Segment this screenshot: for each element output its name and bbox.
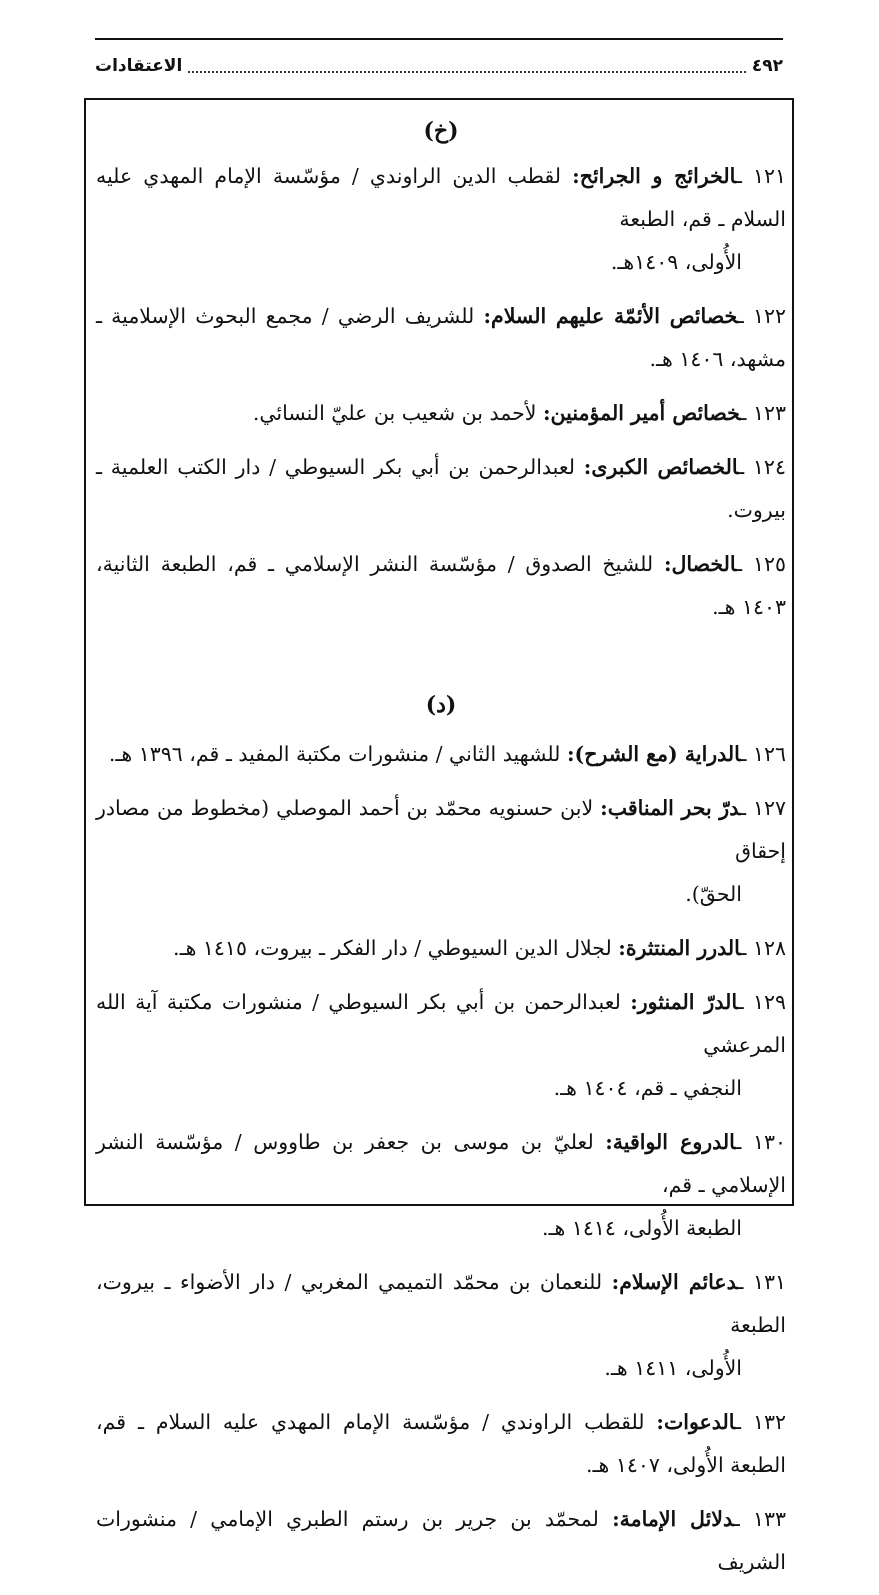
entry-number: ١٣١ ـ [737,1270,786,1294]
entry-number: ١٢٧ ـ [739,796,786,820]
bibliography-entry [96,733,786,776]
entry-title: خصائص أمير المؤمنين: [542,401,741,425]
entry-details: لعبدالرحمن بن أبي بكر السيوطي / دار الكتب العلمية ـ بيروت. [96,455,786,522]
entry-number: ١٣٠ ـ [735,1130,786,1154]
entry-number: ١٣٣ ـ [733,1507,786,1531]
bibliography-entry [96,1401,786,1487]
entry-details: لابن حسنويه محمّد بن أحمد الموصلي (مخطوط من مصادر إحقاق [96,796,786,863]
running-title: الاعتقادات [95,56,183,76]
bibliography-entry [96,543,786,629]
bibliography-entry [96,446,786,532]
entry-continuation: النجفي ـ قم، ١٤٠٤ هـ. [553,1076,742,1100]
bibliography-content [96,110,786,1595]
entry-title: الخصائص الكبرى: [583,455,739,479]
entry-details: للشريف الرضي / مجمع البحوث الإسلامية ـ مشهد، ١٤٠٦ هـ. [96,304,786,371]
entry-details: لعليّ بن موسى بن جعفر بن طاووس / مؤسّسة النشر الإسلامي ـ قم، [96,1130,786,1197]
entry-number: ١٢٨ ـ [740,936,786,960]
entry-title: الدرّ المنثور: [630,990,738,1014]
running-header [95,52,783,80]
entry-number: ١٣٢ ـ [735,1410,786,1434]
bibliography-entry [96,1498,786,1584]
bibliography-entry [96,155,786,284]
entry-title: الخرائج و الجرائح: [572,164,736,188]
bibliography-entry [96,981,786,1110]
entry-title: الدرر المنتثرة: [618,936,741,960]
entry-details: للقطب الراوندي / مؤسّسة الإمام المهدي عليه السلام ـ قم، الطبعة الأُولى، ١٤٠٧ هـ. [96,1410,786,1477]
entry-details: لأحمد بن شعيب بن عليّ النسائي. [252,401,537,425]
section-letter-dal: (د) [425,692,457,718]
entry-title: الدروع الواقية: [605,1130,736,1154]
entry-details: لمحمّد بن جرير بن رستم الطبري الإمامي / منشورات الشريف [96,1507,786,1574]
top-rule [95,38,783,40]
entry-title: الخصال: [663,552,737,576]
entry-continuation: الطبعة الأُولى، ١٤١٤ هـ. [542,1216,742,1240]
entry-title: خصائص الأئمّة عليهم السلام: [483,304,738,328]
entry-continuation: الحقّ). [685,882,742,906]
section-letter-kha: (خ) [423,118,459,144]
page-number: ٤٩٢ [751,56,783,76]
entry-details: لعبدالرحمن بن أبي بكر السيوطي / منشورات مكتبة آية الله المرعشي [96,990,786,1057]
header-dot-leader [188,59,746,73]
entry-number: ١٢٥ ـ [736,552,786,576]
entry-details: للنعمان بن محمّد التميمي المغربي / دار الأضواء ـ بيروت، الطبعة [96,1270,786,1337]
entry-title: الدعوات: [656,1410,736,1434]
entry-number: ١٢٤ ـ [738,455,786,479]
entry-number: ١٢٣ ـ [740,401,786,425]
bibliography-entry [96,295,786,381]
entry-number: ١٢١ ـ [735,164,786,188]
entry-number: ١٢٩ ـ [737,990,786,1014]
entry-title: دلائل الإمامة: [612,1507,734,1531]
bibliography-entry [96,787,786,916]
entry-continuation: الأُولى، ١٤١١ هـ. [604,1356,742,1380]
entry-title: دعائم الإسلام: [611,1270,738,1294]
entry-details: لقطب الدين الراوندي / مؤسّسة الإمام المهدي عليه السلام ـ قم، الطبعة [96,164,786,231]
entry-details: للشيخ الصدوق / مؤسّسة النشر الإسلامي ـ قم، الطبعة الثانية، ١٤٠٣ هـ. [96,552,786,619]
bibliography-entry [96,927,786,970]
entry-details: للشهيد الثاني / منشورات مكتبة المفيد ـ قم، ١٣٩٦ هـ. [108,742,561,766]
entry-number: ١٢٦ ـ [740,742,786,766]
entry-title: درّ بحر المناقب: [600,796,740,820]
entry-title: الدراية (مع الشرح): [566,742,741,766]
entry-number: ١٢٢ ـ [737,304,786,328]
bibliography-entry [96,1121,786,1250]
entry-continuation: الأُولى، ١٤٠٩هـ. [610,250,742,274]
bibliography-entry [96,392,786,435]
entry-details: لجلال الدين السيوطي / دار الفكر ـ بيروت، ١٤١٥ هـ. [173,936,612,960]
section-kha [96,155,786,629]
bibliography-entry [96,1261,786,1390]
section-dal [96,733,786,1584]
